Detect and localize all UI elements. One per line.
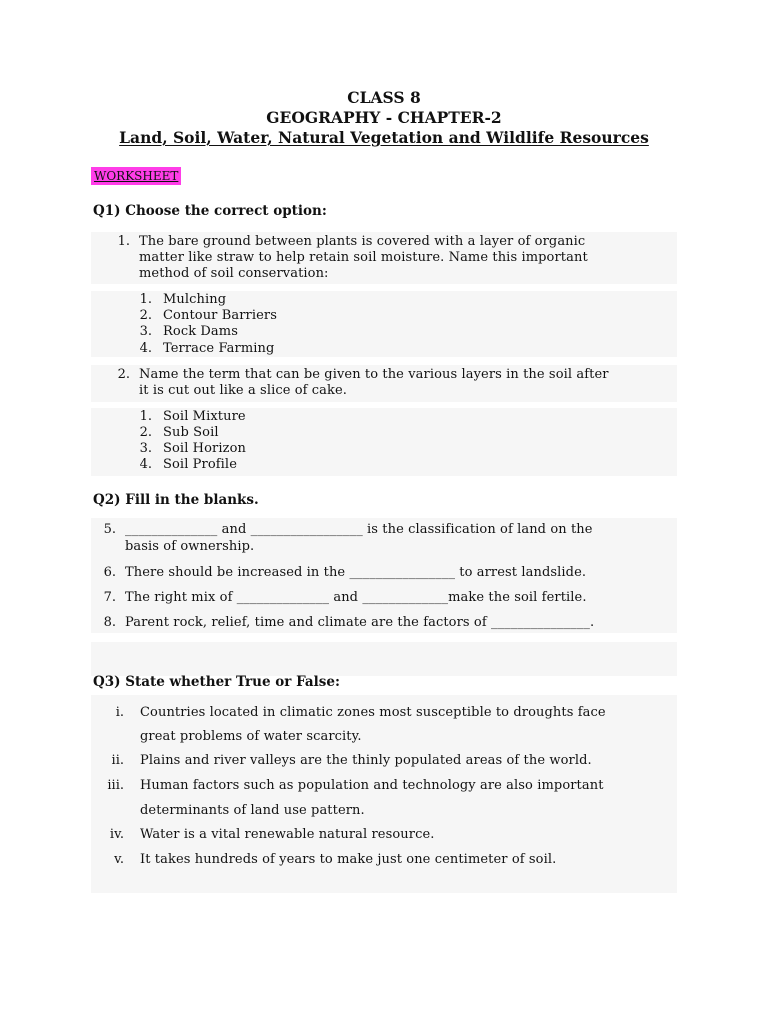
tf-number: iv. <box>109 827 124 842</box>
q1-item-number: 2. <box>117 367 130 382</box>
fill-line: There should be increased in the ________________ to arrest landslide. <box>125 565 587 580</box>
q1-item-number: 1. <box>117 234 130 249</box>
tf-line: Plains and river valleys are the thinly populated areas of the world. <box>140 753 592 768</box>
option-text: Soil Profile <box>163 457 237 472</box>
tf-number: ii. <box>111 753 124 768</box>
tf-number: i. <box>115 705 124 720</box>
chapter-title: GEOGRAPHY - CHAPTER-2 <box>266 108 502 127</box>
q1-item-line: matter like straw to help retain soil moisture. Name this important <box>139 250 588 265</box>
option-number: 2. <box>139 308 152 323</box>
option-number: 4. <box>139 457 152 472</box>
tf-line: Water is a vital renewable natural resource. <box>140 827 435 842</box>
fill-number: 8. <box>103 615 116 630</box>
option-text: Mulching <box>163 292 227 307</box>
worksheet-badge: WORKSHEET <box>91 167 181 185</box>
tf-number: iii. <box>107 778 124 793</box>
q2-heading: Q2) Fill in the blanks. <box>93 492 259 508</box>
fill-line: Parent rock, relief, time and climate are the factors of _______________. <box>125 615 595 630</box>
option-number: 3. <box>139 441 152 456</box>
class-title: CLASS 8 <box>347 88 421 107</box>
q1-item-line: The bare ground between plants is covered with a layer of organic <box>139 234 586 249</box>
fill-number: 7. <box>103 590 116 605</box>
option-text: Soil Horizon <box>163 441 246 456</box>
tf-number: v. <box>114 852 124 867</box>
fill-line: ______________ and _________________ is the classification of land on the <box>125 522 593 537</box>
option-text: Soil Mixture <box>163 409 246 424</box>
option-text: Rock Dams <box>163 324 238 339</box>
spacer-band <box>91 642 677 676</box>
q1-item-line: method of soil conservation: <box>139 266 329 281</box>
q1-heading: Q1) Choose the correct option: <box>93 203 327 219</box>
fill-number: 6. <box>103 565 116 580</box>
option-number: 2. <box>139 425 152 440</box>
tf-line: great problems of water scarcity. <box>140 729 362 744</box>
tf-line: determinants of land use pattern. <box>140 803 365 818</box>
tf-line: Human factors such as population and technology are also important <box>140 778 604 793</box>
option-text: Sub Soil <box>163 425 219 440</box>
fill-number: 5. <box>103 522 116 537</box>
q1-item-line: Name the term that can be given to the various layers in the soil after <box>139 367 609 382</box>
option-text: Contour Barriers <box>163 308 277 323</box>
fill-line: The right mix of ______________ and _____________make the soil fertile. <box>125 590 587 605</box>
option-number: 1. <box>139 292 152 307</box>
q3-heading: Q3) State whether True or False: <box>93 674 340 690</box>
subject-title: Land, Soil, Water, Natural Vegetation and Wildlife Resources <box>119 128 649 147</box>
q1-item-line: it is cut out like a slice of cake. <box>139 383 348 398</box>
option-text: Terrace Farming <box>163 341 275 356</box>
tf-line: Countries located in climatic zones most susceptible to droughts face <box>140 705 606 720</box>
tf-line: It takes hundreds of years to make just one centimeter of soil. <box>140 852 557 867</box>
option-number: 1. <box>139 409 152 424</box>
option-number: 4. <box>139 341 152 356</box>
option-number: 3. <box>139 324 152 339</box>
fill-line: basis of ownership. <box>125 539 255 554</box>
